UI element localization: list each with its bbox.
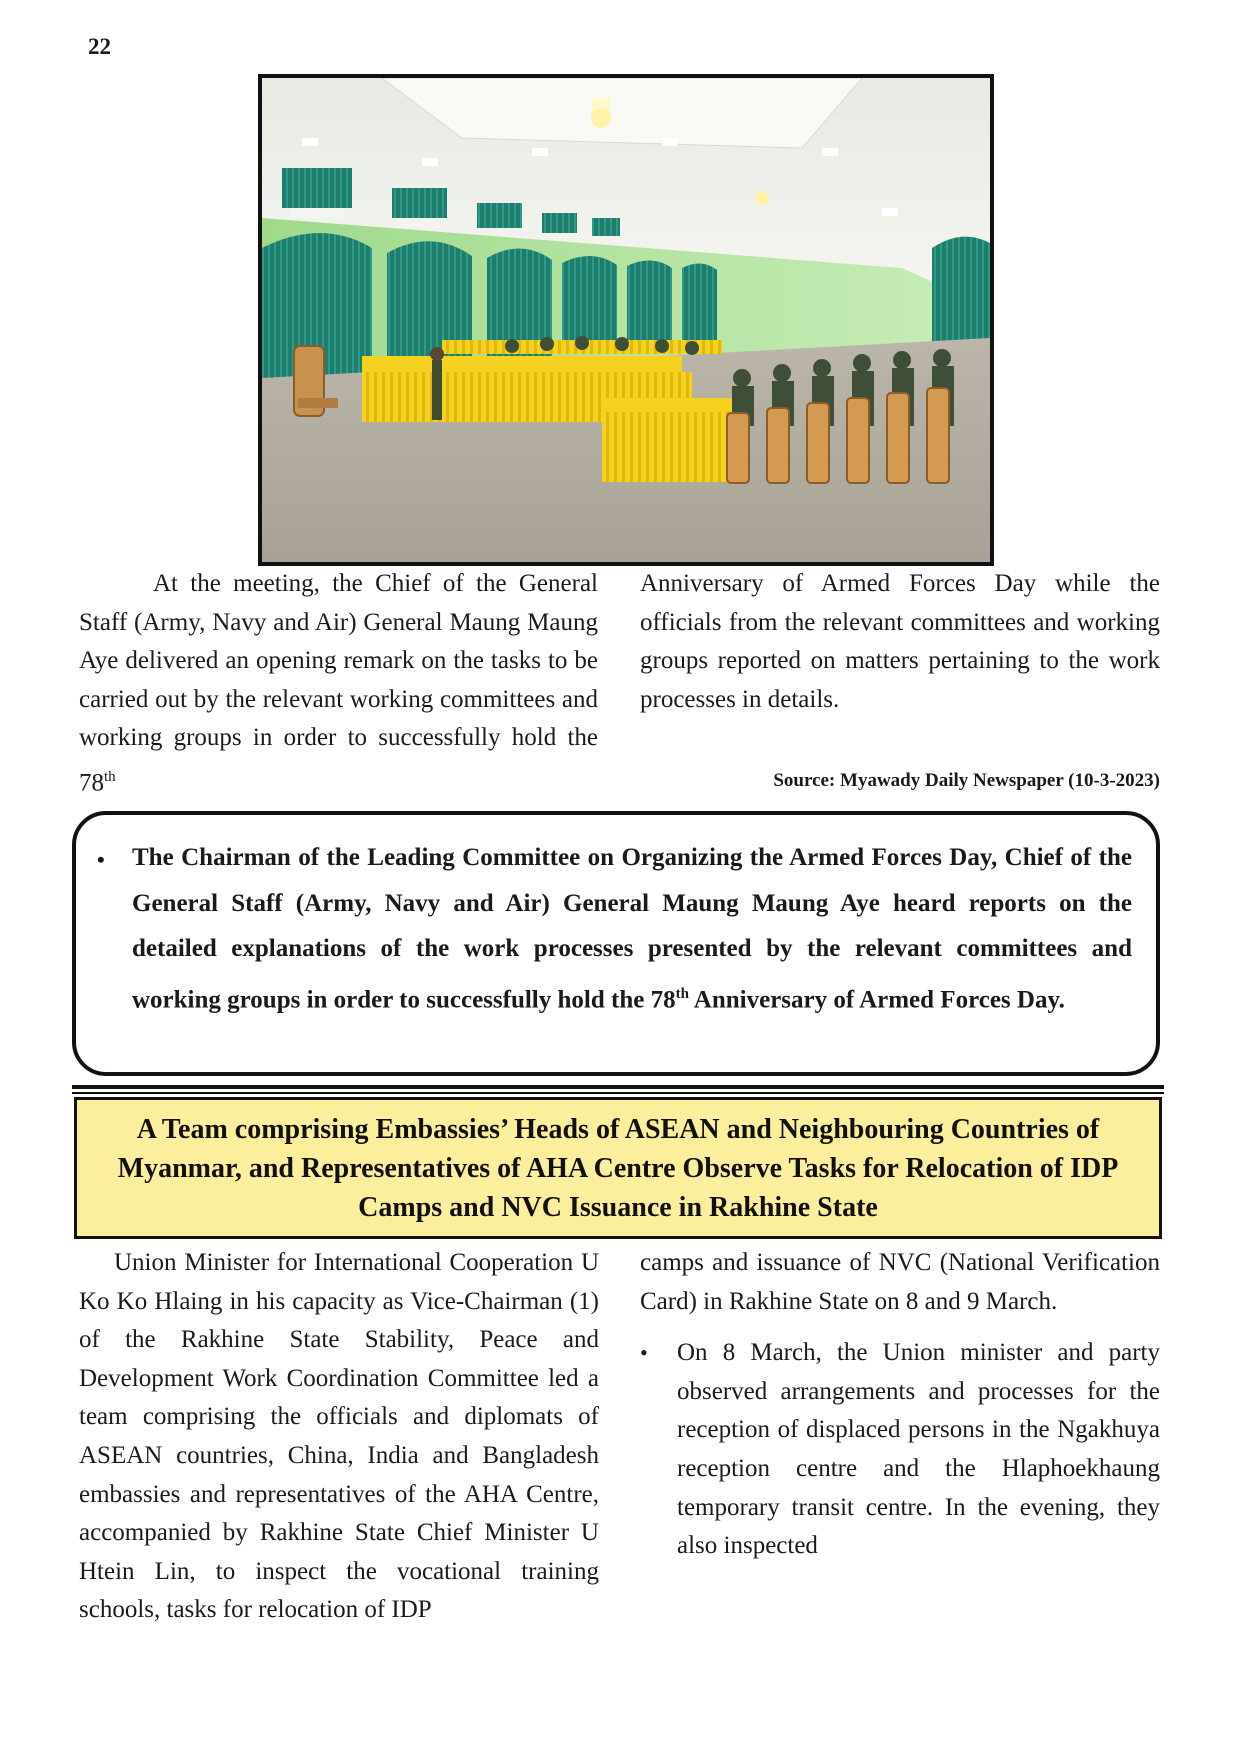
article1-right-column <box>640 565 1160 719</box>
list-item <box>640 1334 1160 1566</box>
article1-right-text: Anniversary of Armed Forces Day while the officials from the relevant committees and working groups reported on matters pertaining to the work processes in details. <box>640 570 1160 713</box>
highlight-text-main: The Chairman of the Leading Committee on Organizing the Armed Forces Day, Chief of the General Staff (Army, Navy and Air) General Maung Maung Aye heard reports on the detailed explanations of the work processes presented by the relevant committees and working groups in order to successfully hold the 78 <box>132 844 1132 1013</box>
highlight-text-end: Anniversary of Armed Forces Day. <box>688 985 1065 1013</box>
source-citation: Source: Myawady Daily Newspaper (10-3-2023) <box>773 770 1160 791</box>
bullet-icon: • <box>97 847 105 872</box>
highlight-text <box>132 835 1132 1022</box>
section-divider <box>72 1085 1164 1089</box>
article2-left-text: Union Minister for International Cooperation U Ko Ko Hlaing in his capacity as Vice-Chairman (1) of the Rakhine State Stability, Peace and Development Work Coordination Committee led a team comprising the officials and diplomats of ASEAN countries, China, India and Bangladesh embassies and representatives of the AHA Centre, accompanied by Rakhine State Chief Minister U Htein Lin, to inspect the vocational training schools, tasks for relocation of IDP <box>79 1249 599 1624</box>
ordinal-suffix: th <box>675 985 689 1002</box>
ordinal-suffix: th <box>104 768 116 785</box>
section-divider-thin <box>72 1092 1164 1094</box>
article2-right-column <box>640 1244 1160 1566</box>
article2-right-intro: camps and issuance of NVC (National Verification Card) in Rakhine State on 8 and 9 March. <box>640 1249 1160 1315</box>
article2-bullet-text: On 8 March, the Union minister and party observed arrangements and processes for the reception of displaced persons in the Ngakhuya reception centre and the Hlaphoekhaung temporary transit centre. In the evening, they also inspected <box>677 1339 1160 1560</box>
page-number: 22 <box>88 34 111 59</box>
article1-left-text: At the meeting, the Chief of the General Staff (Army, Navy and Air) General Maung Maung Aye delivered an opening remark on the tasks to be carried out by the relevant working committees and working groups in order to successfully hold the 78 <box>79 570 598 797</box>
article2-headline: A Team comprising Embassies’ Heads of ASEAN and Neighbouring Countries of Myanmar, and Representatives of AHA Centre Observe Tasks for Relocation of IDP Camps and NVC Issuance in Rakhine State <box>117 1113 1119 1223</box>
article1-left-column <box>79 565 598 803</box>
article2-left-column <box>79 1244 599 1630</box>
article2-headline-box <box>74 1097 1162 1239</box>
highlight-callout-box <box>72 811 1160 1076</box>
bullet-icon: • <box>640 1340 648 1366</box>
meeting-hall-photo <box>258 74 994 566</box>
